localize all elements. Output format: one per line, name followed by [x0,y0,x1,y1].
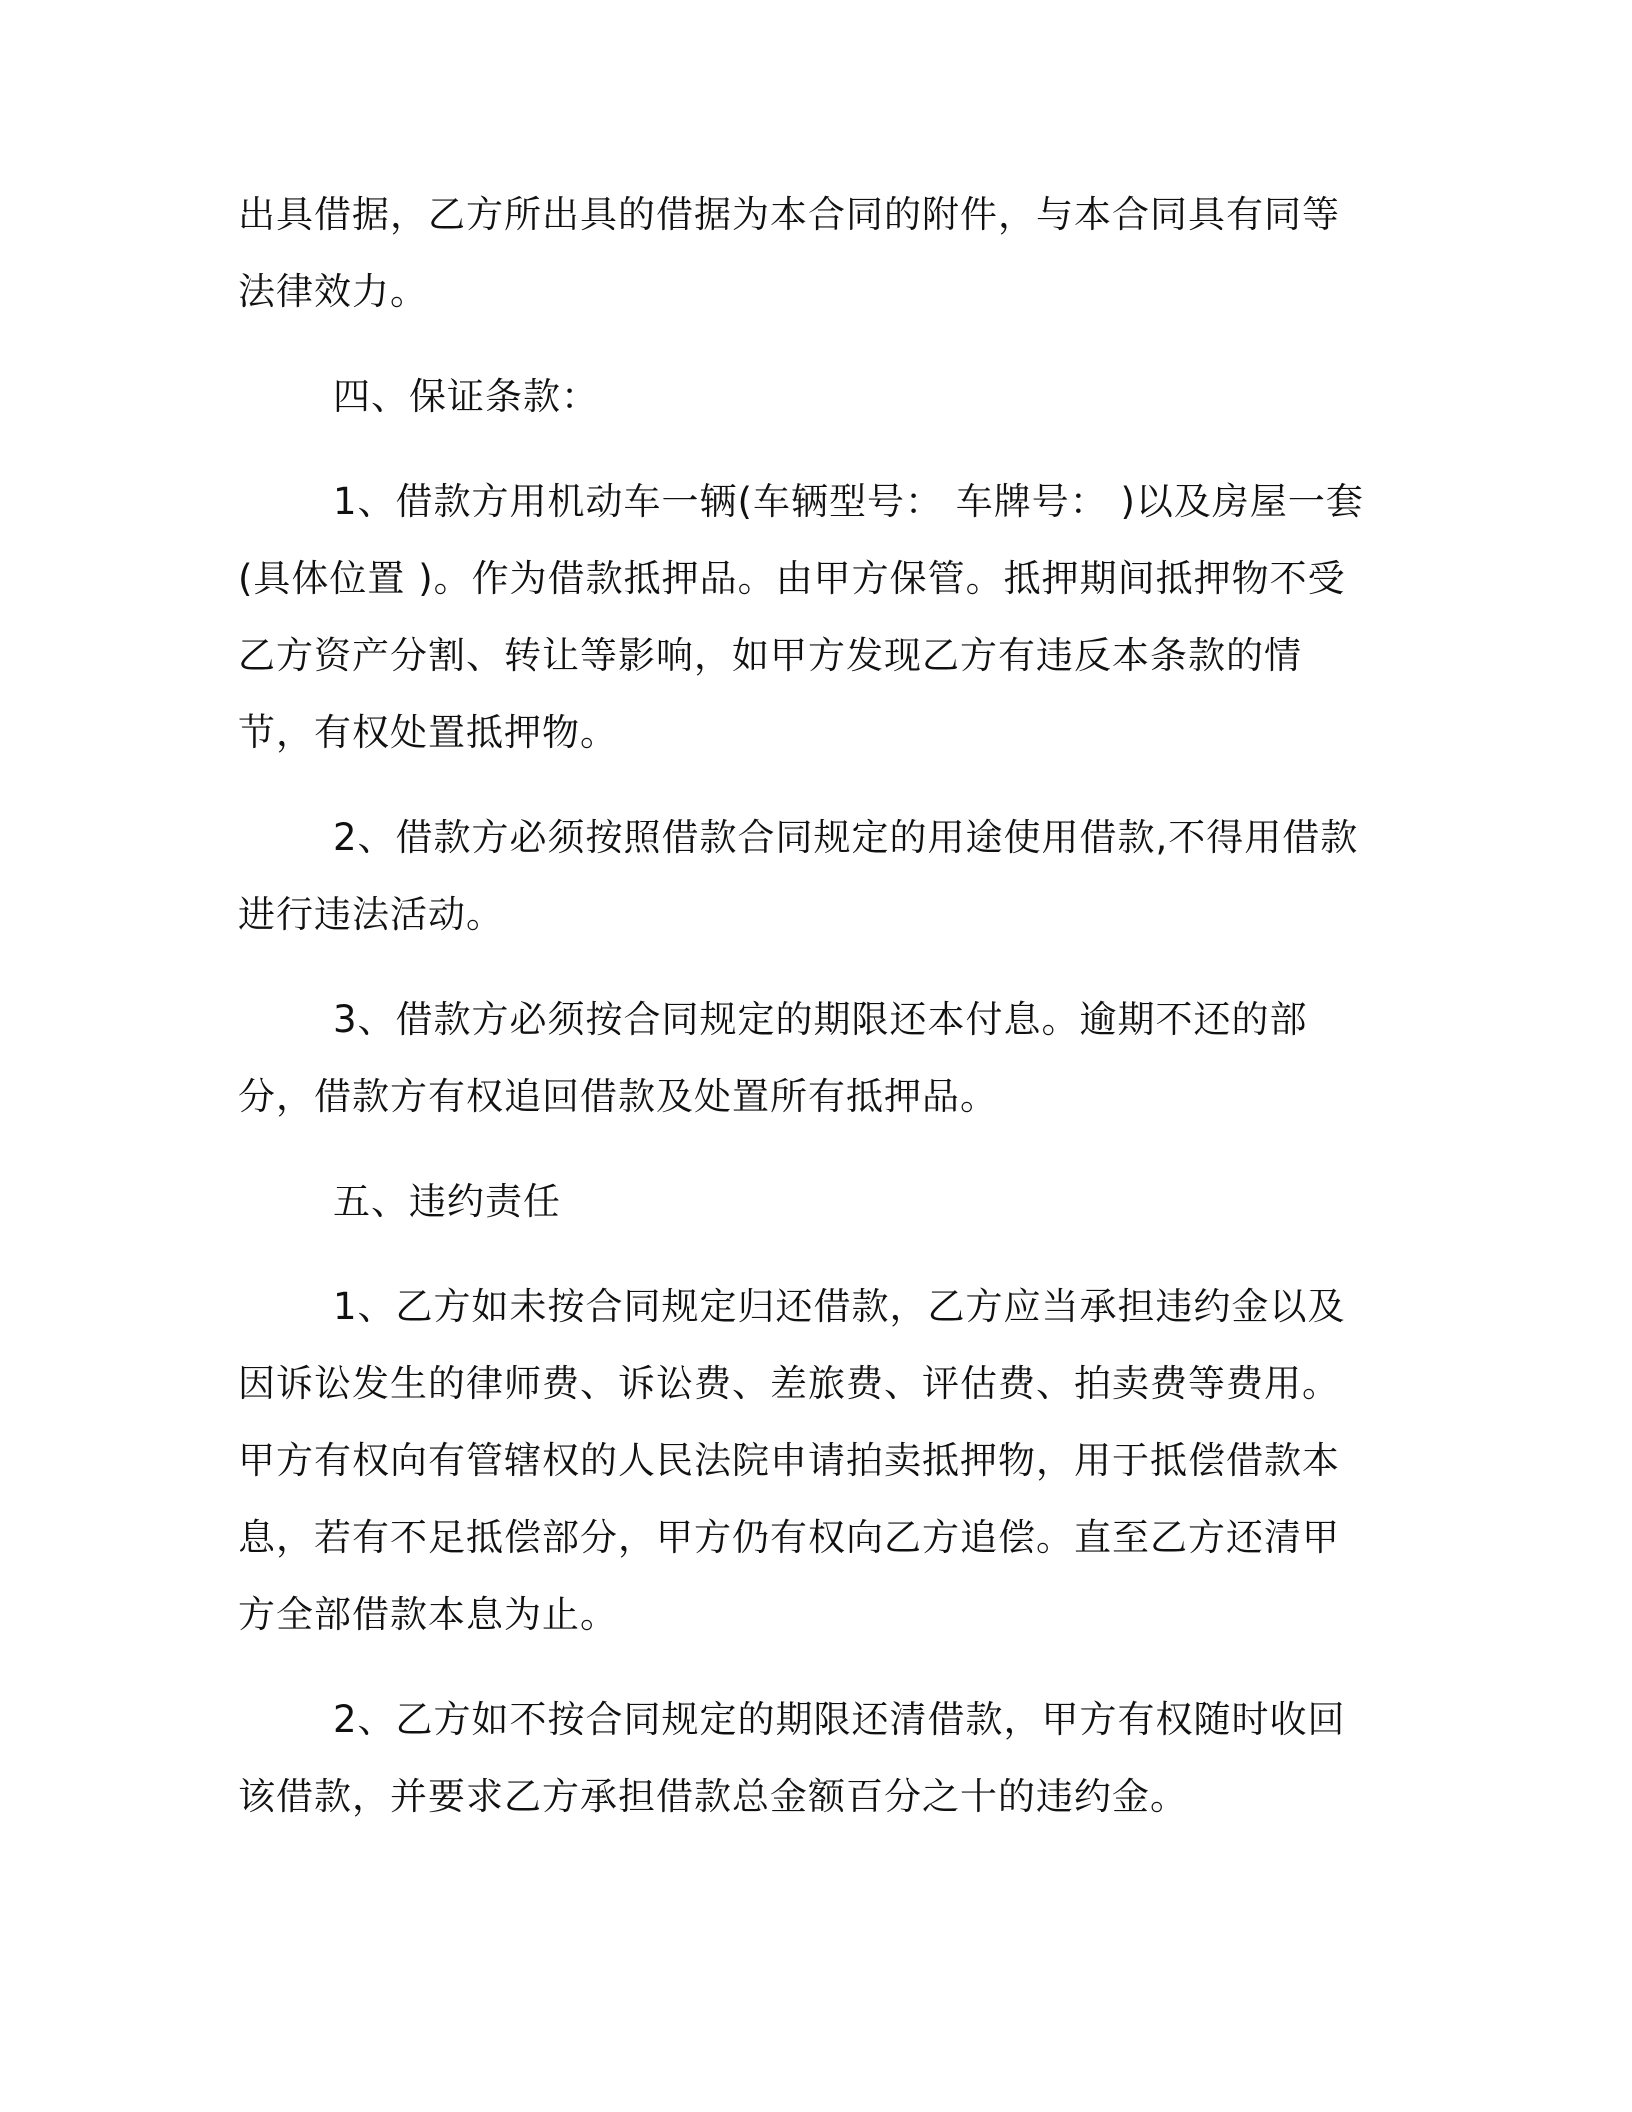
guarantee-clause-2: 2、借款方必须按照借款合同规定的用途使用借款,不得用借款进行违法活动。 [238,816,1359,936]
liability-clause-2: 2、乙方如不按合同规定的期限还清借款，甲方有权随时收回该借款，并要求乙方承担借款总金额百分之十的违约金。 [238,1698,1346,1818]
guarantee-clause-3: 3、借款方必须按合同规定的期限还本付息。逾期不还的部分，借款方有权追回借款及处置所有抵押品。 [238,998,1308,1118]
paragraph-continuation: 出具借据，乙方所出具的借据为本合同的附件，与本合同具有同等法律效力。 [238,193,1340,313]
section-heading-liability: 五、违约责任 [333,1180,561,1223]
section-heading-guarantee: 四、保证条款： [333,375,599,418]
document-body [238,176,1372,1835]
guarantee-clause-1: 1、借款方用机动车一辆(车辆型号： 车牌号： )以及房屋一套(具体位置 )。作为借款抵押品。由甲方保管。抵押期间抵押物不受乙方资产分割、转让等影响，如甲方发现乙方有违反本条款的情节，有权处置抵押物。 [238,480,1364,754]
liability-clause-1: 1、乙方如未按合同规定归还借款，乙方应当承担违约金以及因诉讼发生的律师费、诉讼费、差旅费、评估费、拍卖费等费用。甲方有权向有管辖权的人民法院申请拍卖抵押物，用于抵偿借款本息，若有不足抵偿部分，甲方仍有权向乙方追偿。直至乙方还清甲方全部借款本息为止。 [238,1285,1346,1636]
